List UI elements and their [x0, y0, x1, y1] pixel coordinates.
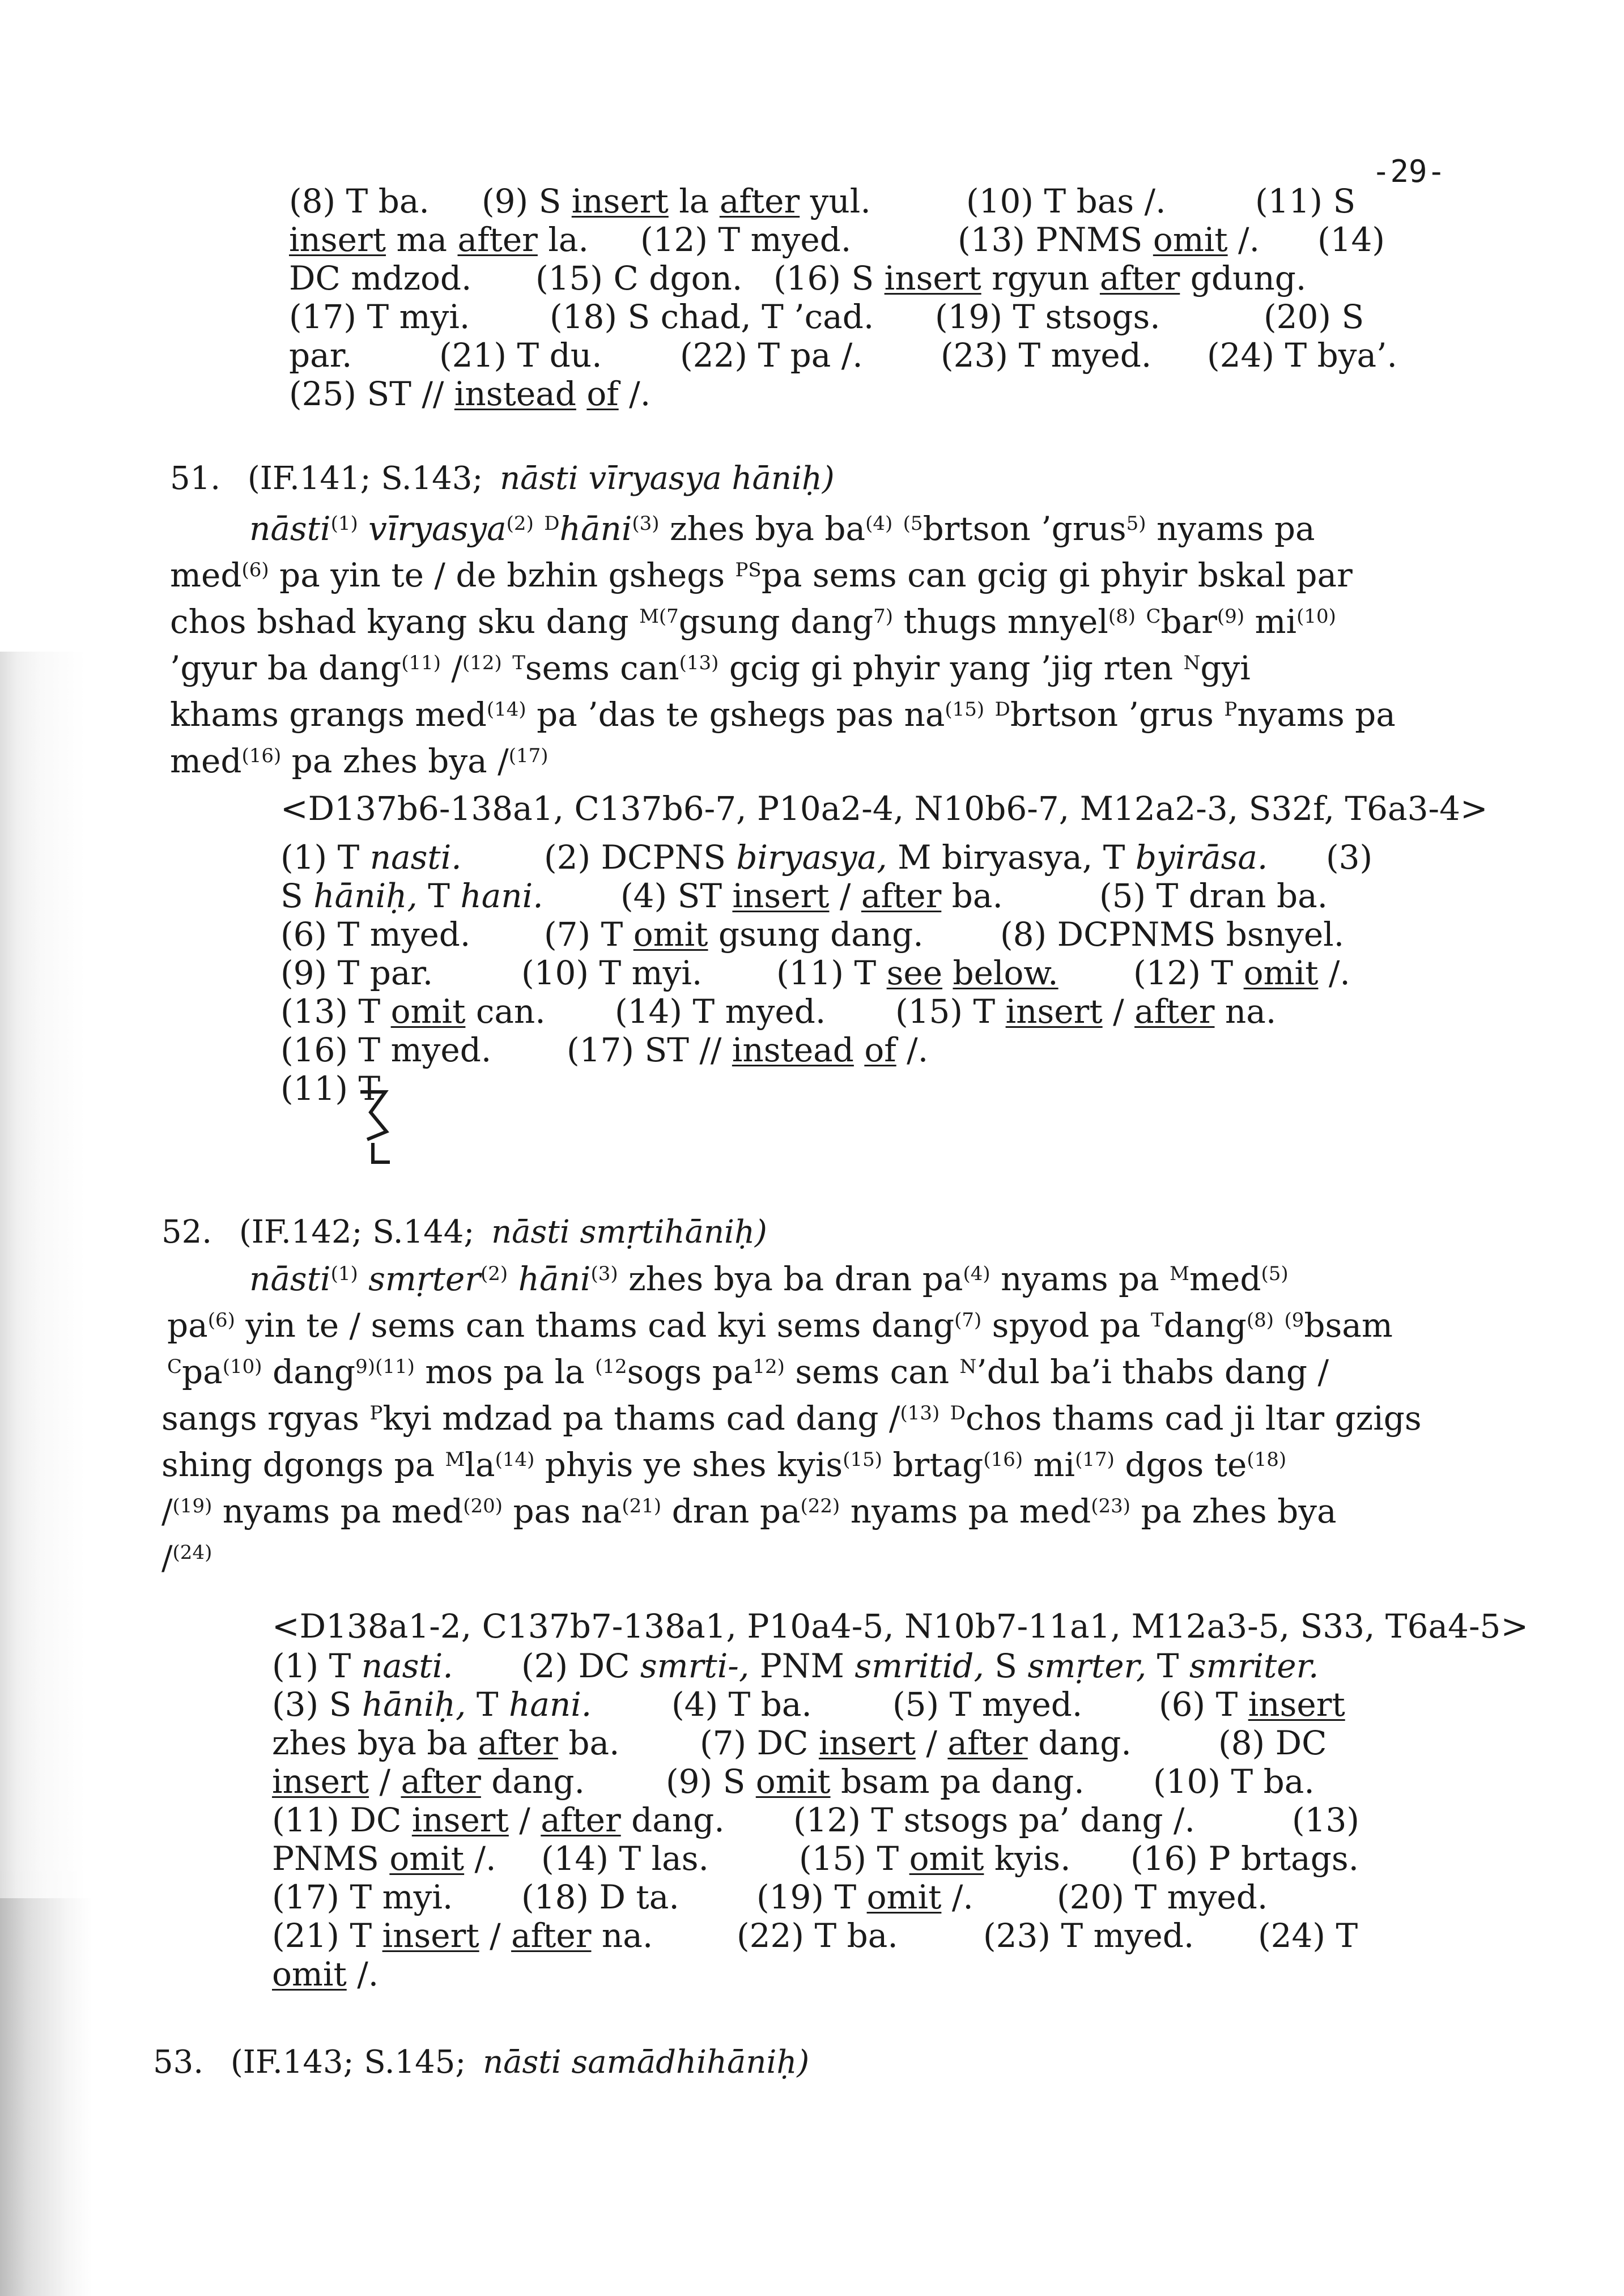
section-51-note-6-2: (17) ST // instead of /.: [567, 1031, 929, 1069]
section-52-note-3-1: zhes bya ba after ba.: [272, 1724, 620, 1762]
section-52-heading: [161, 1213, 767, 1252]
section-52-note-3-3: (8) DC: [1218, 1724, 1327, 1762]
section-52-note-3-2: (7) DC insert / after dang.: [700, 1724, 1132, 1762]
section-51-note-3-3: (8) DCPNMS bsnyel.: [1000, 915, 1345, 954]
section-52-note-7-2: (18) D ta.: [521, 1878, 679, 1916]
block1-line-2-1: insert ma after la.: [289, 220, 589, 259]
section-51-note-4-2: (10) T myi.: [521, 954, 703, 992]
block1-line-3-1: DC mdzod.: [289, 259, 472, 297]
section-51-note-5-3: (15) T insert / after na.: [895, 992, 1277, 1031]
section-52-line-7: /$^{(24)}$: [161, 1538, 212, 1577]
section-51-note-7-1: (11) T: [280, 1069, 381, 1108]
section-52-note-8-2: (22) T ba.: [737, 1916, 898, 1955]
section-52-note-6-1: PNMS omit /.: [272, 1839, 496, 1878]
section-53-title: nāsti samādhihāniḥ): [483, 2044, 810, 2081]
section-52-note-2-1: (3) S hāniḥ, T hani.: [272, 1685, 592, 1724]
section-51-line-2: med$^{(6)}$ pa yin te / de bzhin gshegs $^{PS}$pa sems can gcig gi phyir bskal par: [170, 556, 1353, 594]
section-51-line-6: med$^{(16)}$ pa zhes bya /$^{(17)}$: [170, 742, 549, 780]
section-51-note-4-3: (11) T see below.: [776, 954, 1058, 992]
section-53-ref: (IF.143; S.145;: [230, 2044, 466, 2081]
block1-line-2-4: (14): [1317, 220, 1385, 259]
section-52-note-4-1: insert / after dang.: [272, 1762, 585, 1801]
section-51-note-6-1: (16) T myed.: [280, 1031, 492, 1069]
block1-line-4-4: (20) S: [1264, 297, 1364, 336]
section-51-note-1-3: (3): [1326, 838, 1373, 877]
section-51-note-4-4: (12) T omit /.: [1133, 954, 1350, 992]
section-51-number: 51.: [170, 460, 221, 497]
block1-line-3-3: (16) S insert rgyun after gdung.: [773, 259, 1307, 297]
section-52-line-2: $pa^{(6)}$ yin te / sems can thams cad kyi sems dang$^{(7)}$ spyod pa $^T$dang$^{(8)}$ $^{(9}$bsam: [167, 1306, 1393, 1345]
block1-line-1-4: (11) S: [1255, 182, 1356, 220]
section-51-note-5-2: (14) T myed.: [615, 992, 826, 1031]
block1-line-1-1: (8) T ba.: [289, 182, 430, 220]
block1-line-6-1: (25) ST // instead of /.: [289, 375, 651, 413]
section-51-line-4: ’gyur ba dang$^{(11)}$ /$^{(12)}$ $^T$sems can$^{(13)}$ gcig gi phyir yang ’jig rten $^N$gyi: [170, 649, 1251, 687]
section-52-title: nāsti smṛtihāniḥ): [491, 1214, 767, 1251]
section-51-note-2-1: S hāniḥ, T hani.: [280, 877, 543, 915]
section-51-note-3-1: (6) T myed.: [280, 915, 471, 954]
scan-shadow: [0, 652, 85, 2296]
section-51-title: nāsti vīryasya hāniḥ): [500, 460, 835, 497]
block1-line-5-4: (23) T myed.: [941, 336, 1152, 375]
tibetan-glyph-mark: [356, 1079, 396, 1164]
block1-line-5-5: (24) T bya’.: [1207, 336, 1397, 375]
section-52-ref: (IF.142; S.144;: [239, 1214, 475, 1251]
section-52-note-6-4: (16) P brtags.: [1130, 1839, 1359, 1878]
section-52-note-5-1: (11) DC insert / after dang.: [272, 1801, 725, 1839]
section-52-line-4: sangs rgyas $^P$kyi mdzad pa thams cad dang /$^{(13)}$ $^D$chos thams cad ji ltar gzigs: [161, 1399, 1422, 1438]
block1-line-3-2: (15) C dgon.: [535, 259, 743, 297]
section-52-line-6: /$^{(19)}$ nyams pa med$^{(20)}$ pas $na^{(21)}$ dran $pa^{(22)}$ nyams pa med$^{(23)}$ pa zhes bya: [161, 1492, 1337, 1530]
section-52-sources: <D138a1-2, C137b7-138a1, P10a4-5, N10b7-11a1, M12a3-5, S33, T6a4-5>: [272, 1607, 1529, 1646]
section-52-note-8-4: (24) T: [1258, 1916, 1358, 1955]
block1-line-1-2: (9) S insert la after yul.: [482, 182, 871, 220]
section-52-note-1-2: (2) DC smrti-, PNM smritid, S smṛter, T smriter.: [521, 1647, 1319, 1685]
section-51-note-2-3: (5) T dran ba.: [1099, 877, 1328, 915]
section-52-line-1: nāsti$^{(1)}$ smṛter$^{(2)}$ hāni$^{(3)}$ zhes bya ba dran $pa^{(4)}$ nyams pa $^M$med$^{(5)}$: [249, 1260, 1289, 1298]
section-52-note-7-1: (17) T myi.: [272, 1878, 453, 1916]
section-52-note-7-4: (20) T myed.: [1057, 1878, 1268, 1916]
section-52-note-7-3: (19) T omit /.: [756, 1878, 973, 1916]
section-52-note-5-3: (13): [1292, 1801, 1360, 1839]
section-52-note-4-2: (9) S omit bsam pa dang.: [666, 1762, 1085, 1801]
block1-line-4-3: (19) T stsogs.: [935, 297, 1160, 336]
section-52-note-4-3: (10) T ba.: [1153, 1762, 1315, 1801]
section-52-note-6-2: (14) T las.: [541, 1839, 709, 1878]
section-51-note-3-2: (7) T omit gsung dang.: [544, 915, 924, 954]
section-51-line-5: khams grangs med$^{(14)}$ pa ’das te gshegs pas $na^{(15)}$ $^D$brtson ’grus $^P$nyams pa: [170, 695, 1396, 734]
section-52-note-5-2: (12) T stsogs pa’ dang /.: [793, 1801, 1195, 1839]
section-53-heading: [153, 2043, 809, 2082]
section-51-line-3: chos bshad kyang sku dang $^{M(7}$gsung dang$^{7)}$ thugs mnyel$^{(8)}$ $^C$bar$^{(9)}$ $mi^{(10)}$: [170, 602, 1336, 641]
block1-line-5-3: (22) T pa /.: [680, 336, 863, 375]
section-52-note-1-1: (1) T nasti.: [272, 1647, 453, 1685]
section-52-line-5: shing dgongs pa $^Mla^{(14)}$ phyis ye shes kyis$^{(15)}$ brtag$^{(16)}$ $mi^{(17)}$ dgos $te^{(18)}$: [161, 1445, 1287, 1484]
section-51-note-4-1: (9) T par.: [280, 954, 433, 992]
section-52-note-8-1: (21) T insert / after na.: [272, 1916, 653, 1955]
block1-line-2-2: (12) T myed.: [640, 220, 852, 259]
page-number: -29-: [1371, 154, 1446, 189]
section-53-number: 53.: [153, 2044, 204, 2081]
section-51-line-1: nāsti$^{(1)}$ vīryasya$^{(2)}$ $^D$hāni$^{(3)}$ zhes bya $ba^{(4)}$ $^{(5}$brtson ’grus$^{5)}$ nyams pa: [249, 509, 1315, 548]
section-51-note-5-1: (13) T omit can.: [280, 992, 546, 1031]
section-51-note-2-2: (4) ST insert / after ba.: [620, 877, 1003, 915]
section-51-note-1-2: (2) DCPNS biryasya, M biryasya, T byirāsa.: [544, 838, 1268, 877]
block1-line-1-3: (10) T bas /.: [966, 182, 1166, 220]
section-52-note-9-1: omit /.: [272, 1955, 379, 1993]
section-52-number: 52.: [161, 1214, 212, 1251]
block1-line-4-1: (17) T myi.: [289, 297, 470, 336]
block1-line-5-1: par.: [289, 336, 352, 375]
block1-line-4-2: (18) S chad, T ’cad.: [550, 297, 874, 336]
section-51-heading: [170, 459, 835, 499]
block1-line-2-3: (13) PNMS omit /.: [958, 220, 1260, 259]
section-52-note-6-3: (15) T omit kyis.: [799, 1839, 1071, 1878]
section-52-note-8-3: (23) T myed.: [983, 1916, 1194, 1955]
section-52-note-2-3: (5) T myed.: [892, 1685, 1083, 1724]
section-52-line-3: $^Cpa^{(10)}$ dang$^{9)(11)}$ mos pa la $^{(12}$sogs $pa^{12)}$ sems can $^N$’dul ba’i thabs dang /: [167, 1353, 1329, 1391]
section-52-note-2-4: (6) T insert: [1159, 1685, 1345, 1724]
section-51-ref: (IF.141; S.143;: [247, 460, 483, 497]
section-51-sources: <D137b6-138a1, C137b6-7, P10a2-4, N10b6-7, M12a2-3, S32f, T6a3-4>: [280, 789, 1488, 828]
section-51-note-1-1: (1) T nasti.: [280, 838, 462, 877]
block1-line-5-2: (21) T du.: [439, 336, 602, 375]
section-52-note-2-2: (4) T ba.: [671, 1685, 812, 1724]
